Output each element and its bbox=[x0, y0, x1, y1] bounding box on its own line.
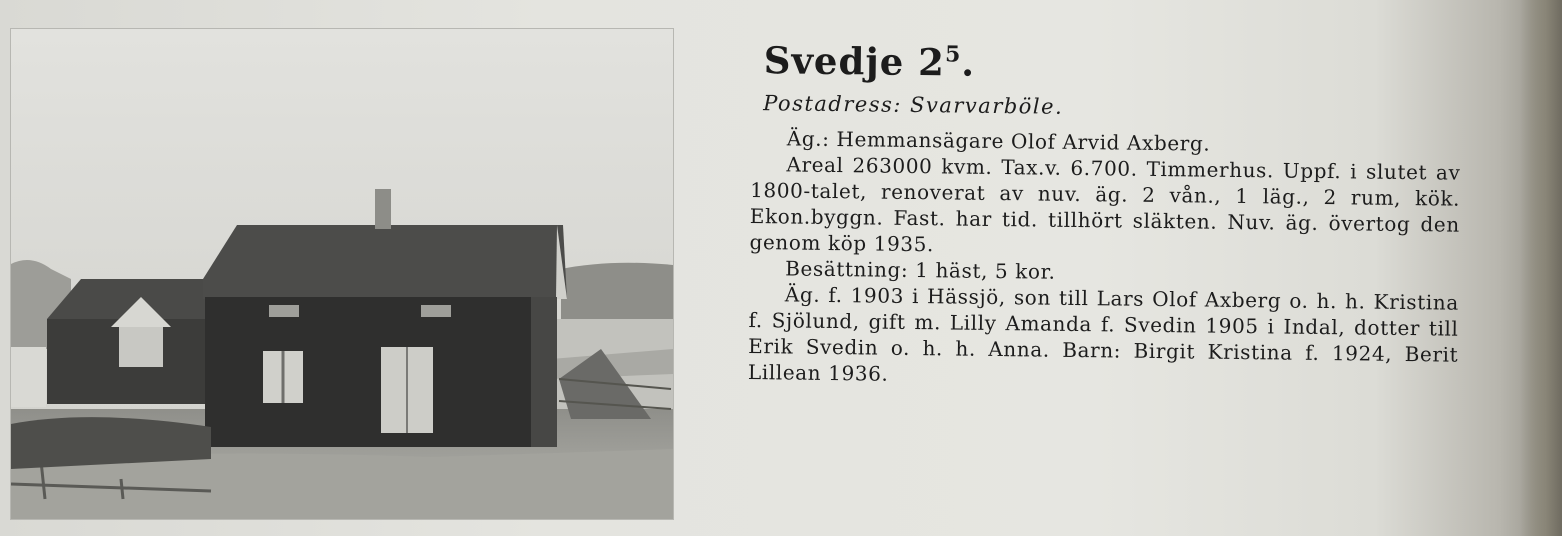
owner-line: Äg.: Hemmansägare Olof Arvid Axberg. bbox=[786, 126, 1211, 156]
biography-paragraph: Äg. f. 1903 i Hässjö, son till Lars Olof Axberg o. h. h. Kristina f. Sjölund, gift m. Lilly Amanda f. Svedin 1905 i Indal, dotter till Erik Svedin o. h. h. Anna. Barn: Birgit Kristina f. 1924, Berit Lillean 1936. bbox=[747, 282, 1459, 386]
title-superscript: 5 bbox=[944, 41, 962, 68]
livestock-line: Besättning: 1 häst, 5 kor. bbox=[785, 256, 1056, 284]
farmhouse-photo bbox=[10, 28, 674, 520]
postal-address: Postadress: Svarvarböle. bbox=[763, 90, 1064, 119]
page-gutter-shadow bbox=[1520, 0, 1562, 536]
entry-title: Svedje $2^5$. bbox=[763, 38, 976, 85]
entry-text bbox=[748, 40, 1462, 393]
property-description: Areal 263000 kvm. Tax.v. 6.700. Timmerhus. Uppf. i slutet av 1800-talet, renoverat av nuv. äg. 2 vån., 1 läg., 2 rum, kök. Ekon.byggn. Fast. har tid. tillhört släkten. Nuv. äg. övertog den genom köp 1935. bbox=[749, 152, 1461, 256]
